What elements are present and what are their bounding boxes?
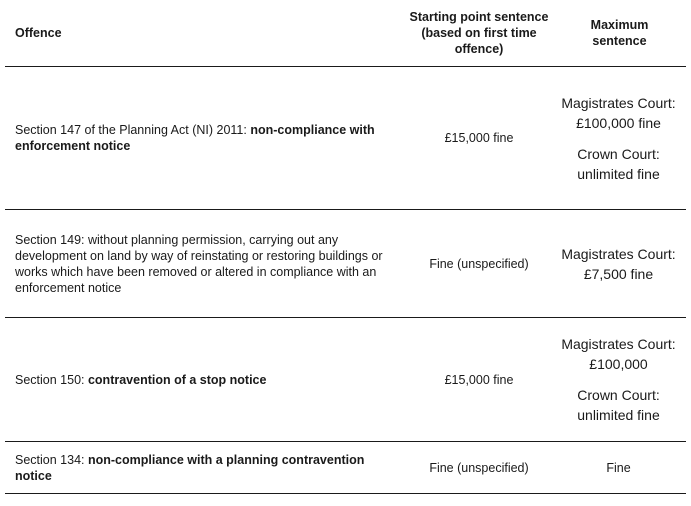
header-starting-point: Starting point sentence (based on first time offence) bbox=[409, 10, 549, 56]
starting-point-cell: Fine (unspecified) bbox=[429, 256, 529, 271]
table-row bbox=[5, 442, 686, 494]
max-crown: Crown Court: unlimited fine bbox=[577, 145, 660, 182]
maximum-cell bbox=[553, 334, 686, 425]
max-magistrates: Magistrates Court: £100,000 fine bbox=[561, 94, 676, 131]
header-maximum: Maximum sentence bbox=[590, 18, 649, 48]
sentencing-table bbox=[5, 0, 686, 494]
offence-description: contravention of a stop notice bbox=[87, 372, 267, 387]
header-offence: Offence bbox=[15, 26, 62, 40]
offence-section: Section 134: bbox=[15, 452, 88, 467]
table-header-row bbox=[5, 0, 686, 67]
starting-point-cell: £15,000 fine bbox=[444, 131, 514, 145]
maximum-cell bbox=[553, 93, 686, 184]
max-magistrates: Magistrates Court: £7,500 fine bbox=[561, 245, 676, 282]
maximum-cell: Fine bbox=[606, 460, 631, 475]
max-crown: Crown Court: unlimited fine bbox=[577, 387, 660, 423]
maximum-cell bbox=[553, 244, 686, 284]
offence-cell bbox=[5, 122, 405, 154]
offence-cell bbox=[5, 232, 405, 296]
table-row bbox=[5, 67, 686, 210]
offence-description: non-compliance with enforcement notice bbox=[15, 123, 375, 153]
offence-description: non-compliance with a planning contravention notice bbox=[15, 452, 365, 483]
table-row bbox=[5, 318, 686, 442]
offence-cell bbox=[5, 372, 405, 388]
offence-section: Section 149: without planning permission, carrying out any development on land by way of reinstating or restoring buildings or works which have been removed or altered in compliance with an enforcement notice bbox=[15, 232, 383, 295]
offence-cell bbox=[5, 452, 405, 484]
table-row bbox=[5, 210, 686, 318]
offence-section: Section 150: bbox=[15, 372, 88, 387]
starting-point-cell: £15,000 fine bbox=[444, 372, 514, 387]
offence-section: Section 147 of the Planning Act (NI) 2011: bbox=[15, 123, 251, 137]
max-magistrates: Magistrates Court: £100,000 bbox=[561, 336, 676, 372]
starting-point-cell: Fine (unspecified) bbox=[429, 460, 529, 475]
